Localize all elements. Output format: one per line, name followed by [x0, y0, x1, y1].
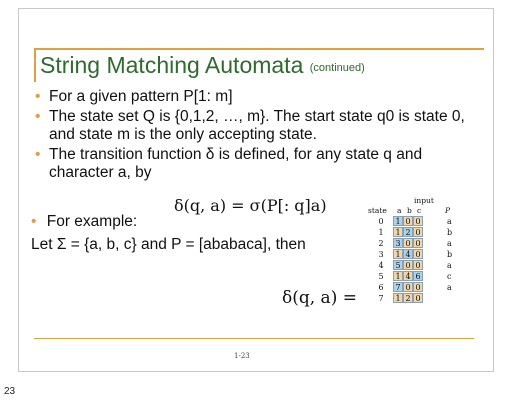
bullet-dot: •	[35, 146, 41, 163]
table-cell: 4	[403, 249, 413, 259]
footer-rule	[34, 338, 474, 339]
table-row	[364, 216, 464, 227]
table-state-number: 4	[378, 261, 384, 270]
table-cell: 4	[403, 271, 413, 281]
table-row	[364, 227, 464, 238]
table-state-number: 5	[378, 272, 384, 281]
table-cell: 3	[393, 238, 403, 248]
table-char-c: c	[417, 206, 422, 215]
table-cell: 0	[403, 216, 413, 226]
table-cell: 1	[393, 271, 403, 281]
bullet-transition-text: The transition function δ is defined, for any state q and character a, by	[49, 146, 423, 181]
slide-title	[40, 52, 365, 79]
slide-body	[31, 88, 486, 184]
table-cell: 0	[403, 260, 413, 270]
title-accent-vertical	[34, 48, 36, 82]
table-cell: 0	[413, 238, 423, 248]
bullet-pattern-text: For a given pattern P[1: m]	[49, 88, 233, 105]
table-cell: 5	[393, 260, 403, 270]
table-state-number: 1	[378, 228, 384, 237]
table-cell: 1	[393, 216, 403, 226]
table-pattern-char: a	[447, 283, 452, 292]
table-row	[364, 293, 464, 304]
table-pattern-char: a	[447, 217, 452, 226]
table-pattern-char: a	[447, 239, 452, 248]
table-cell: 0	[403, 238, 413, 248]
table-cell: 1	[393, 227, 403, 237]
table-state-number: 6	[378, 283, 384, 292]
table-cell: 0	[413, 282, 423, 292]
table-row	[364, 249, 464, 260]
slide-title-suffix: (continued)	[309, 62, 365, 74]
footer-slide-number: 1-23	[234, 352, 250, 360]
bullet-example-text: For example:	[46, 213, 138, 230]
table-cell: 0	[413, 260, 423, 270]
table-state-header: state	[368, 206, 387, 215]
table-row	[364, 238, 464, 249]
table-pattern-char: b	[447, 250, 453, 259]
table-pattern-char: c	[447, 272, 452, 281]
table-cell: 0	[403, 282, 413, 292]
transition-formula: δ(q, a) = σ(P[: q]a)	[174, 196, 327, 215]
table-input-label: input	[414, 196, 434, 205]
table-pattern-char: a	[447, 261, 452, 270]
let-statement: Let Σ = {a, b, c} and P = [ababaca], then	[31, 236, 306, 253]
bullet-state-set	[31, 108, 486, 144]
table-cell: 0	[413, 249, 423, 259]
table-cell: 2	[403, 227, 413, 237]
table-pattern-char: b	[447, 228, 453, 237]
table-row	[364, 282, 464, 293]
table-cell: 1	[393, 293, 403, 303]
bullet-dot: •	[31, 213, 37, 230]
title-accent-horizontal	[34, 48, 484, 50]
bullet-pattern	[31, 88, 486, 106]
table-cell: 0	[413, 227, 423, 237]
table-cell: 0	[413, 216, 423, 226]
table-cell: 7	[393, 282, 403, 292]
bullet-transition	[31, 146, 486, 182]
table-char-b: b	[407, 206, 412, 215]
table-state-number: 3	[378, 250, 384, 259]
bullet-state-set-text: The state set Q is {0,1,2, …, m}. The start state q0 is state 0, and state m is the only accepting state.	[49, 108, 465, 143]
table-cell: 1	[393, 249, 403, 259]
delta-label: δ(q, a) =	[282, 288, 357, 308]
table-state-number: 0	[378, 217, 384, 226]
table-pattern-header: P	[445, 206, 451, 215]
table-row	[364, 260, 464, 271]
slide-title-text: String Matching Automata	[40, 52, 304, 78]
table-char-a: a	[397, 206, 402, 215]
table-cell: 6	[413, 271, 423, 281]
table-cell: 0	[413, 293, 423, 303]
bullet-example	[31, 213, 137, 231]
bullet-dot: •	[35, 108, 41, 125]
bullet-dot: •	[35, 88, 41, 105]
table-state-number: 7	[378, 294, 384, 303]
table-state-number: 2	[378, 239, 384, 248]
page-number: 23	[4, 386, 16, 397]
table-row	[364, 271, 464, 282]
table-cell: 2	[403, 293, 413, 303]
